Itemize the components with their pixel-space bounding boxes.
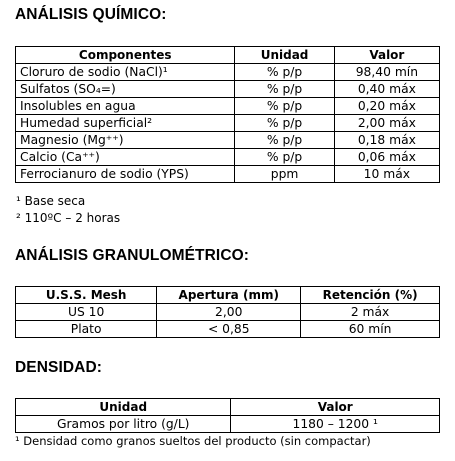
table-row xyxy=(16,98,440,115)
column-header-unit: Unidad xyxy=(16,399,231,416)
footnote-bulk-density: ¹ Densidad como granos sueltos del producto (sin compactar) xyxy=(15,434,371,448)
retention-cell: 60 mín xyxy=(301,321,440,338)
footnote-dry-basis: ¹ Base seca xyxy=(16,194,86,208)
granulometric-analysis-title: ANÁLISIS GRANULOMÉTRICO: xyxy=(15,247,250,264)
value-cell: 0,06 máx xyxy=(334,149,439,166)
value-cell: 0,40 máx xyxy=(334,81,439,98)
footnote-drying-conditions: ² 110ºC – 2 horas xyxy=(16,211,121,225)
unit-cell: % p/p xyxy=(235,98,334,115)
granulometric-table xyxy=(15,286,440,338)
table-row xyxy=(16,304,440,321)
density-table xyxy=(15,398,440,433)
aperture-cell: < 0,85 xyxy=(157,321,301,338)
table-row xyxy=(16,149,440,166)
table-header-row xyxy=(16,399,440,416)
aperture-cell: 2,00 xyxy=(157,304,301,321)
value-cell: 1180 – 1200 ¹ xyxy=(231,416,440,433)
density-title: DENSIDAD: xyxy=(15,359,103,376)
unit-cell: % p/p xyxy=(235,149,334,166)
component-cell: Cloruro de sodio (NaCl)¹ xyxy=(16,64,235,81)
table-row xyxy=(16,132,440,149)
table-row xyxy=(16,416,440,433)
table-row xyxy=(16,115,440,132)
column-header-components: Componentes xyxy=(16,47,235,64)
value-cell: 10 máx xyxy=(334,166,439,183)
table-header-row xyxy=(16,47,440,64)
table-row xyxy=(16,166,440,183)
mesh-cell: US 10 xyxy=(16,304,157,321)
column-header-value: Valor xyxy=(334,47,439,64)
unit-cell: % p/p xyxy=(235,132,334,149)
chemical-analysis-table xyxy=(15,46,440,183)
component-cell: Ferrocianuro de sodio (YPS) xyxy=(16,166,235,183)
component-cell: Sulfatos (SO₄=) xyxy=(16,81,235,98)
unit-cell: % p/p xyxy=(235,81,334,98)
unit-cell: % p/p xyxy=(235,64,334,81)
mesh-cell: Plato xyxy=(16,321,157,338)
component-cell: Humedad superficial² xyxy=(16,115,235,132)
column-header-retention: Retención (%) xyxy=(301,287,440,304)
unit-cell: ppm xyxy=(235,166,334,183)
table-row xyxy=(16,64,440,81)
table-row xyxy=(16,321,440,338)
component-cell: Insolubles en agua xyxy=(16,98,235,115)
table-header-row xyxy=(16,287,440,304)
value-cell: 0,18 máx xyxy=(334,132,439,149)
component-cell: Magnesio (Mg⁺⁺) xyxy=(16,132,235,149)
value-cell: 0,20 máx xyxy=(334,98,439,115)
column-header-aperture: Apertura (mm) xyxy=(157,287,301,304)
table-row xyxy=(16,81,440,98)
column-header-unit: Unidad xyxy=(235,47,334,64)
value-cell: 98,40 mín xyxy=(334,64,439,81)
unit-cell: % p/p xyxy=(235,115,334,132)
column-header-value: Valor xyxy=(231,399,440,416)
retention-cell: 2 máx xyxy=(301,304,440,321)
value-cell: 2,00 máx xyxy=(334,115,439,132)
chemical-analysis-title: ANÁLISIS QUÍMICO: xyxy=(15,6,167,23)
component-cell: Calcio (Ca⁺⁺) xyxy=(16,149,235,166)
unit-cell: Gramos por litro (g/L) xyxy=(16,416,231,433)
column-header-mesh: U.S.S. Mesh xyxy=(16,287,157,304)
